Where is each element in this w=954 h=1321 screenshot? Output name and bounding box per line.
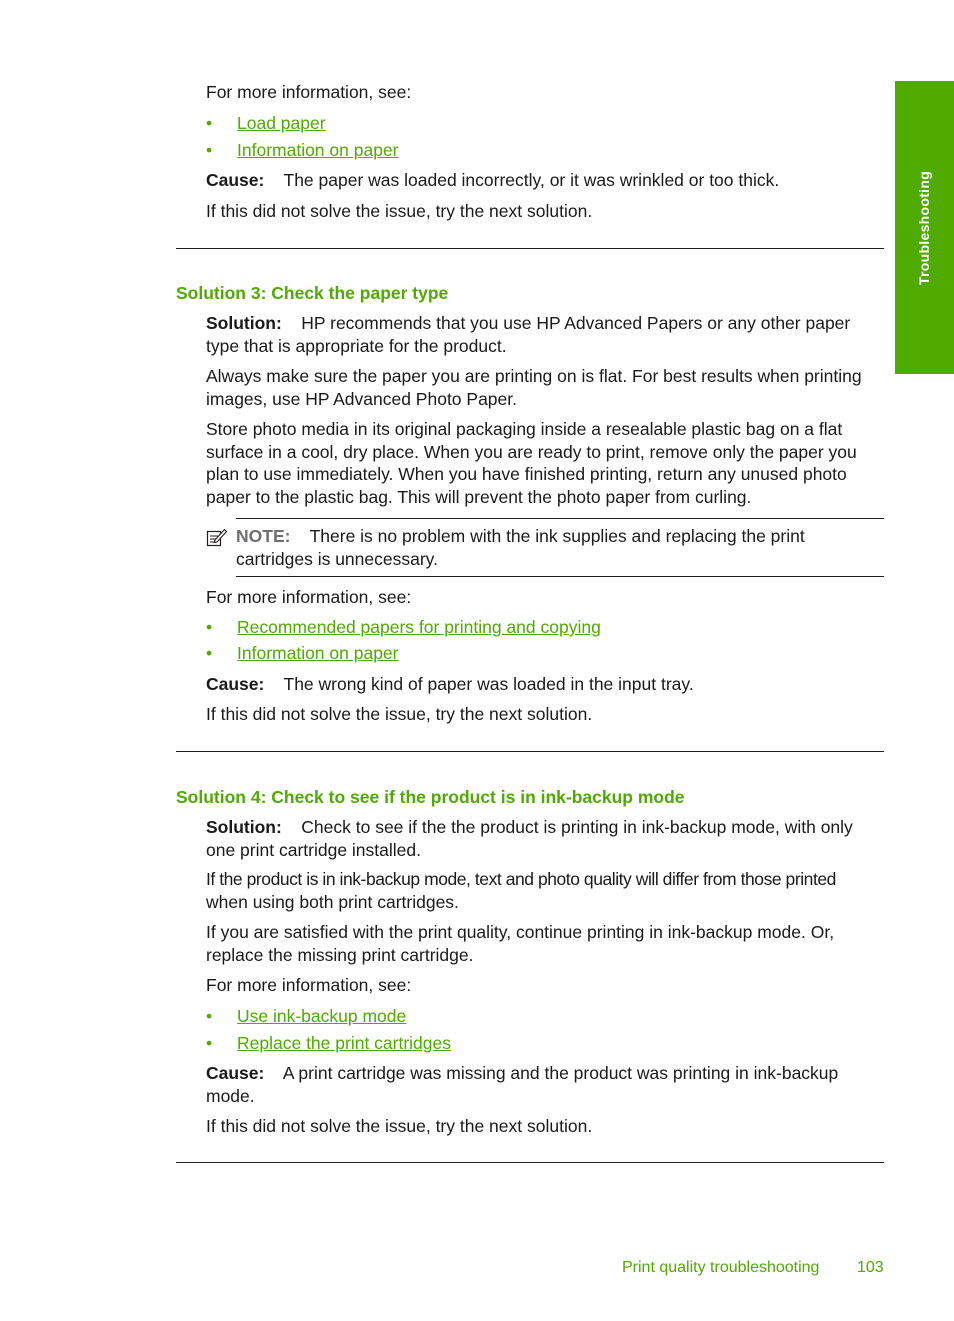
next-solution-text: If this did not solve the issue, try the next solution.: [206, 704, 593, 724]
cause-label: Cause:: [206, 1063, 265, 1083]
footer-section-title: Print quality troubleshooting: [622, 1259, 820, 1276]
paragraph-line: paper to the plastic bag. This will prevent the photo paper from curling.: [206, 486, 752, 507]
cause-text: mode.: [206, 1085, 255, 1106]
solution-text: HP recommends that you use HP Advanced Papers or any other paper: [301, 313, 851, 333]
paragraph-line: Store photo media in its original packaging inside a resealable plastic bag on a flat: [206, 419, 843, 439]
paragraph-line: when using both print cartridges.: [206, 891, 459, 912]
satisfied-paragraph: [206, 921, 886, 966]
link-replace-print-cartridges[interactable]: Replace the print cartridges: [237, 1033, 451, 1053]
solution-4-heading: Solution 4: Check to see if the product is in ink-backup mode: [176, 787, 685, 807]
quality-differ-paragraph: [206, 868, 886, 913]
solution-label: Solution:: [206, 817, 282, 837]
paragraph-line: If you are satisfied with the print quality, continue printing in ink-backup mode. Or,: [206, 922, 835, 942]
note-top-rule: [236, 518, 884, 519]
solution-text: Check to see if the the product is printing in ink-backup mode, with only: [301, 817, 853, 837]
cause-text: The paper was loaded incorrectly, or it was wrinkled or too thick.: [283, 170, 780, 190]
section-divider: [176, 751, 884, 752]
cause-text: The wrong kind of paper was loaded in the input tray.: [283, 674, 694, 694]
paragraph-line: plan to use immediately. When you have finished printing, return any unused photo: [206, 464, 847, 484]
bullet: •: [206, 140, 213, 160]
cause-paragraph: [206, 169, 779, 192]
paragraph-line: images, use HP Advanced Photo Paper.: [206, 388, 517, 409]
cause-label: Cause:: [206, 170, 265, 190]
bullet: •: [206, 1006, 213, 1026]
store-photo-paragraph: [206, 418, 886, 508]
bullet: •: [206, 643, 213, 663]
side-tab: [895, 81, 954, 374]
cause-text: A print cartridge was missing and the product was printing in ink-backup: [282, 1063, 839, 1083]
section-divider: [176, 248, 884, 249]
paragraph-line: replace the missing print cartridge.: [206, 944, 474, 965]
solution-3-solution-paragraph: [206, 312, 886, 357]
footer-page-number: 103: [857, 1259, 884, 1276]
note-bottom-rule: [236, 576, 884, 577]
section-divider: [176, 1162, 884, 1163]
link-information-on-paper[interactable]: Information on paper: [237, 643, 399, 663]
cause-label: Cause:: [206, 674, 265, 694]
note-icon: [206, 527, 228, 547]
solution-text: type that is appropriate for the product.: [206, 335, 507, 356]
more-info-label: For more information, see:: [206, 587, 412, 607]
note-text: There is no problem with the ink supplies and replacing the print: [309, 526, 805, 546]
solution-4-solution-paragraph: [206, 816, 886, 861]
note-content: [236, 525, 884, 570]
side-tab-label: Troubleshooting: [915, 170, 932, 286]
cause-paragraph: [206, 673, 694, 696]
more-info-label: For more information, see:: [206, 82, 412, 102]
bullet: •: [206, 113, 213, 133]
next-solution-text: If this did not solve the issue, try the next solution.: [206, 1116, 593, 1136]
note-label: NOTE:: [236, 526, 291, 546]
solution-text: one print cartridge installed.: [206, 839, 421, 860]
solution-label: Solution:: [206, 313, 282, 333]
more-info-label: For more information, see:: [206, 975, 412, 995]
paragraph-line: If the product is in ink-backup mode, text and photo quality will differ from those printed: [206, 869, 836, 889]
link-information-on-paper[interactable]: Information on paper: [237, 140, 399, 160]
solution-3-heading: Solution 3: Check the paper type: [176, 283, 449, 303]
bullet: •: [206, 1033, 213, 1053]
note-text: cartridges is unnecessary.: [236, 548, 438, 569]
paragraph-line: Always make sure the paper you are printing on is flat. For best results when printing: [206, 366, 862, 386]
flat-paper-paragraph: [206, 365, 886, 410]
bullet: •: [206, 617, 213, 637]
paragraph-line: surface in a cool, dry place. When you are ready to print, remove only the paper you: [206, 441, 857, 462]
link-recommended-papers[interactable]: Recommended papers for printing and copying: [237, 617, 601, 637]
link-use-ink-backup-mode[interactable]: Use ink-backup mode: [237, 1006, 407, 1026]
next-solution-text: If this did not solve the issue, try the next solution.: [206, 201, 593, 221]
link-load-paper[interactable]: Load paper: [237, 113, 326, 133]
cause-paragraph: [206, 1062, 886, 1107]
